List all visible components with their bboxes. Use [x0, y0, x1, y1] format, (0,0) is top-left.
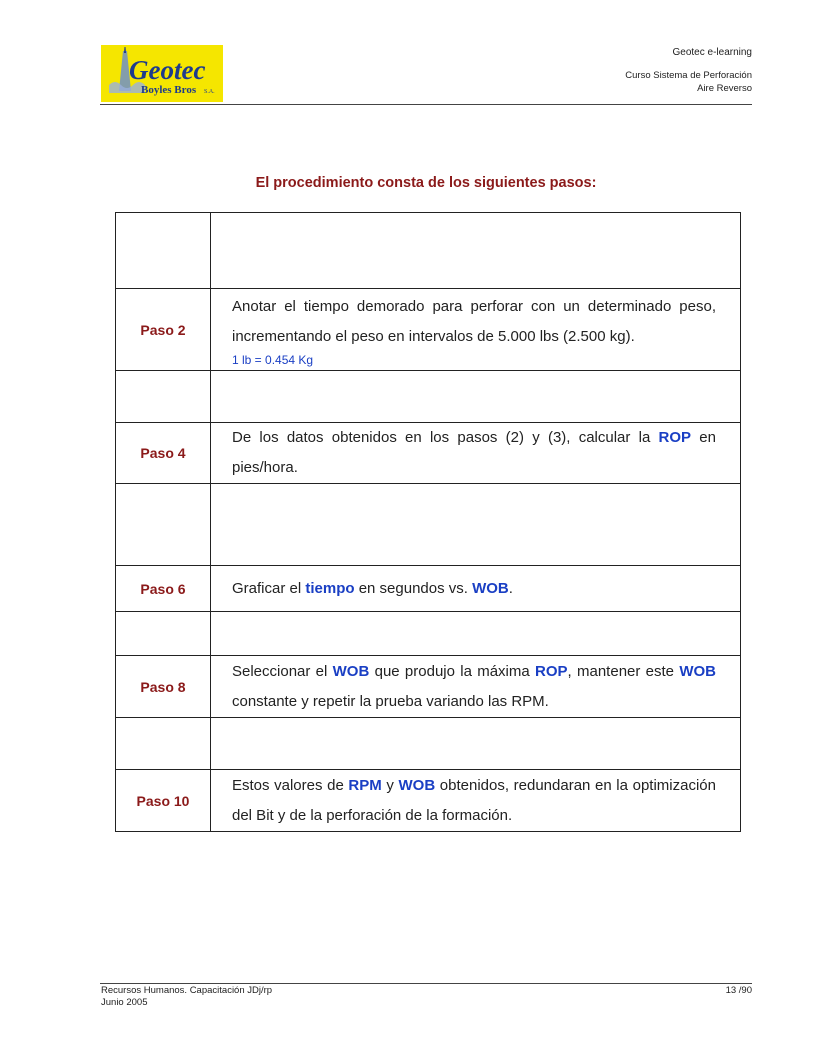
table-row [116, 770, 741, 832]
step-text [211, 718, 741, 770]
table-row [116, 718, 741, 770]
step-text: Estos valores de RPM y WOB obtenidos, redundaran en la optimización del Bit y de la perforación de la formación. [211, 770, 741, 832]
footer-info [101, 985, 272, 1009]
step-label [116, 612, 211, 656]
course-name: Curso Sistema de Perforación [625, 70, 752, 81]
step-text: De los datos obtenidos en los pasos (2) y (3), calcular la ROP en pies/hora. [211, 423, 741, 484]
step-text: Graficar el tiempo en segundos vs. WOB. [211, 566, 741, 612]
site-name: Geotec e-learning [672, 47, 752, 58]
steps-table [115, 212, 741, 832]
step-label: Paso 4 [116, 423, 211, 484]
step-text [211, 484, 741, 566]
table-row [116, 423, 741, 484]
table-row [116, 656, 741, 718]
header-divider [100, 104, 752, 105]
step-label: Paso 6 [116, 566, 211, 612]
step-label [116, 718, 211, 770]
page-number: 13 /90 [725, 985, 752, 996]
footer-date: Junio 2005 [101, 997, 148, 1008]
footer-divider [100, 983, 752, 984]
unit-conversion-note: 1 lb = 0.454 Kg [232, 352, 314, 367]
step-text [211, 371, 741, 423]
page-heading: El procedimiento consta de los siguientes pasos: [255, 175, 597, 191]
step-label: Paso 8 [116, 656, 211, 718]
footer-department: Recursos Humanos. Capacitación JDj/rp [101, 985, 273, 996]
logo-wordmark: Geotec [129, 55, 206, 85]
table-row [116, 566, 741, 612]
table-row [116, 289, 741, 371]
table-row [116, 612, 741, 656]
logo-suffix: S.A. [204, 89, 215, 95]
step-text: Seleccionar el WOB que produjo la máxima ROP, mantener este WOB constante y repetir la prueba variando las RPM. [211, 656, 741, 718]
subcourse-name: Aire Reverso [697, 83, 752, 94]
table-row [116, 484, 741, 566]
geotec-logo [101, 45, 223, 102]
step-label [116, 371, 211, 423]
table-row [116, 213, 741, 289]
step-label [116, 213, 211, 289]
step-label [116, 484, 211, 566]
header-info [625, 46, 752, 95]
step-text [211, 289, 741, 371]
step-text [211, 612, 741, 656]
logo-subtext: Boyles Bros [141, 84, 197, 96]
table-row [116, 371, 741, 423]
step-2-text: Anotar el tiempo demorado para perforar con un determinado peso, incrementando el peso en intervalos de 5.000 lbs (2.500 kg). [232, 297, 716, 345]
step-label: Paso 10 [116, 770, 211, 832]
step-text [211, 213, 741, 289]
step-label: Paso 2 [116, 289, 211, 371]
